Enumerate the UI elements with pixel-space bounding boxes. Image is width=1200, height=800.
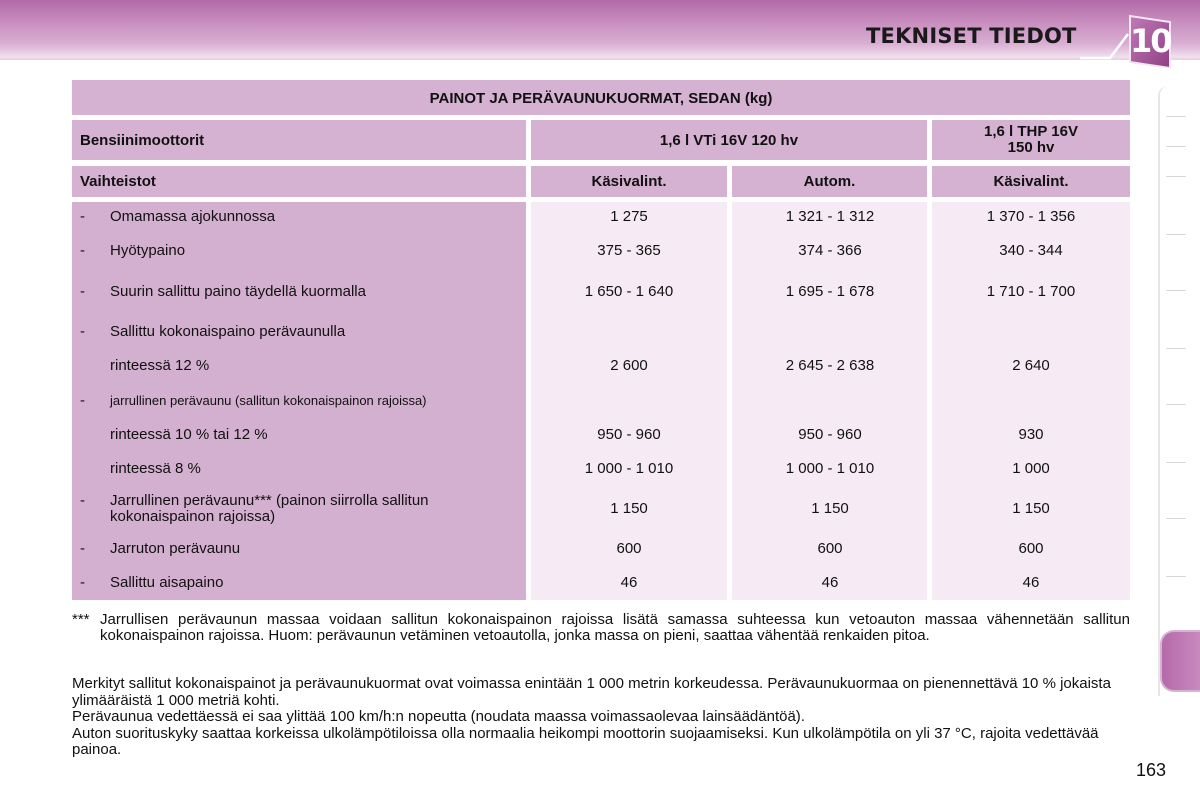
row-label: Sallittu kokonaispaino perävaunulla bbox=[110, 323, 346, 340]
row-label: rinteessä 10 % tai 12 % bbox=[110, 426, 268, 443]
row-label: Jarrullinen perävaunu*** (painon siirrolla sallitun bbox=[110, 492, 429, 509]
gearbox-col-3: Käsivalint. bbox=[932, 166, 1130, 197]
engine-col-vti: 1,6 l VTi 16V 120 hv bbox=[531, 120, 927, 160]
active-chapter-tab[interactable] bbox=[1160, 630, 1200, 692]
row-value-2: 2 645 - 2 638 bbox=[785, 357, 875, 374]
row-label: Omamassa ajokunnossa bbox=[110, 208, 276, 225]
footnote-text: Jarrullisen perävaunun massaa voidaan sallitun kokonaispainon rajoissa lisätä samassa suhteessa kun vetoauton massaa vähennetään sallitun kokonaispainon rajoissa. Huom: perävaunun vetäminen vetoautolla, jonka massa on pieni, saattaa vähentää renkaiden pitoa. bbox=[100, 611, 1130, 644]
page-number: 163 bbox=[1136, 760, 1167, 780]
table-row bbox=[72, 242, 1130, 262]
gearbox-header: Vaihteistot bbox=[72, 166, 526, 197]
row-dash: - bbox=[80, 323, 85, 340]
table-row bbox=[72, 492, 1130, 528]
row-dash: - bbox=[80, 540, 85, 557]
row-value-3: 340 - 344 bbox=[999, 242, 1063, 259]
notes-paragraphs bbox=[72, 676, 1130, 759]
note-paragraph: Merkityt sallitut kokonaispainot ja perävaunukuormat ovat voimassa enintään 1 000 metrin korkeudessa. Perävaunukuormaa on pienennettävä 10 % jokaista ylimääräistä 1 000 metriä kohti. bbox=[72, 675, 1111, 709]
row-dash: - bbox=[80, 208, 85, 225]
note-paragraph: Perävaunua vedettäessä ei saa ylittää 100 km/h:n nopeutta (noudata maassa voimassaolevaa lainsäädäntöä). bbox=[72, 708, 805, 725]
row-value-3: 2 640 bbox=[1012, 357, 1050, 374]
row-value-3: 1 710 - 1 700 bbox=[986, 283, 1076, 300]
row-value-3: 46 bbox=[1022, 574, 1040, 591]
row-label: Sallittu aisapaino bbox=[110, 574, 224, 591]
table-row bbox=[72, 323, 1130, 343]
row-value-1: 46 bbox=[620, 574, 638, 591]
row-label: jarrullinen perävaunu (sallitun kokonaispainon rajoissa) bbox=[110, 393, 427, 408]
table-title: PAINOT JA PERÄVAUNUKUORMAT, SEDAN (kg) bbox=[72, 80, 1130, 115]
row-dash: - bbox=[80, 492, 85, 509]
gearbox-col-2: Autom. bbox=[732, 166, 927, 197]
section-title: TEKNISET TIEDOT bbox=[866, 24, 1077, 48]
engine-header: Bensiinimoottorit bbox=[72, 120, 526, 160]
row-value-1: 1 275 bbox=[610, 208, 648, 225]
row-value-2: 600 bbox=[817, 540, 843, 557]
row-value-2: 1 321 - 1 312 bbox=[785, 208, 875, 225]
row-value-1: 2 600 bbox=[610, 357, 648, 374]
table-row bbox=[72, 460, 1130, 480]
row-value-3: 1 150 bbox=[1012, 500, 1050, 517]
row-value-3: 1 370 - 1 356 bbox=[986, 208, 1076, 225]
chapter-number: 10 bbox=[1130, 22, 1171, 60]
row-value-2: 950 - 960 bbox=[798, 426, 862, 443]
footnote bbox=[72, 612, 1130, 644]
table-row bbox=[72, 283, 1130, 303]
table-row bbox=[72, 426, 1130, 446]
chapter-tab-strip bbox=[1158, 86, 1200, 696]
row-value-1: 600 bbox=[616, 540, 642, 557]
table-row bbox=[72, 208, 1130, 228]
engine-col-thp-line1: 1,6 l THP 16V bbox=[984, 123, 1078, 140]
row-label: Jarruton perävaunu bbox=[110, 540, 241, 557]
row-dash: - bbox=[80, 392, 85, 409]
engine-col-thp-line2: 150 hv bbox=[1007, 139, 1055, 156]
row-label: Suurin sallittu paino täydellä kuormalla bbox=[110, 283, 366, 300]
row-label: Hyötypaino bbox=[110, 242, 186, 259]
row-value-2: 374 - 366 bbox=[798, 242, 862, 259]
note-paragraph: Auton suorituskyky saattaa korkeissa ulkolämpötiloissa olla normaalia heikompi moottorin suojaamiseksi. Kun ulkolämpötila on yli 37 °C, rajoita vedettävää painoa. bbox=[72, 724, 1099, 758]
row-value-3: 930 bbox=[1018, 426, 1044, 443]
gearbox-col-1: Käsivalint. bbox=[531, 166, 727, 197]
table-row bbox=[72, 540, 1130, 560]
row-value-2: 46 bbox=[821, 574, 839, 591]
row-value-1: 1 650 - 1 640 bbox=[584, 283, 674, 300]
row-value-1: 950 - 960 bbox=[597, 426, 661, 443]
header-swoosh bbox=[1080, 30, 1130, 60]
row-dash: - bbox=[80, 283, 85, 300]
row-value-2: 1 695 - 1 678 bbox=[785, 283, 875, 300]
table-row bbox=[72, 357, 1130, 377]
row-label-line2: kokonaispainon rajoissa) bbox=[110, 508, 276, 525]
row-value-3: 600 bbox=[1018, 540, 1044, 557]
row-value-1: 1 150 bbox=[610, 500, 648, 517]
table-row bbox=[72, 574, 1130, 594]
engine-col-thp bbox=[932, 120, 1130, 160]
row-value-1: 1 000 - 1 010 bbox=[584, 460, 674, 477]
row-dash: - bbox=[80, 574, 85, 591]
footnote-mark: *** bbox=[72, 611, 90, 628]
row-label: rinteessä 12 % bbox=[110, 357, 210, 374]
row-label: rinteessä 8 % bbox=[110, 460, 201, 477]
row-value-3: 1 000 bbox=[1012, 460, 1050, 477]
header-divider bbox=[0, 58, 1200, 60]
row-value-2: 1 150 bbox=[811, 500, 849, 517]
row-value-2: 1 000 - 1 010 bbox=[785, 460, 875, 477]
row-value-1: 375 - 365 bbox=[597, 242, 661, 259]
table-row bbox=[72, 392, 1130, 412]
row-dash: - bbox=[80, 242, 85, 259]
